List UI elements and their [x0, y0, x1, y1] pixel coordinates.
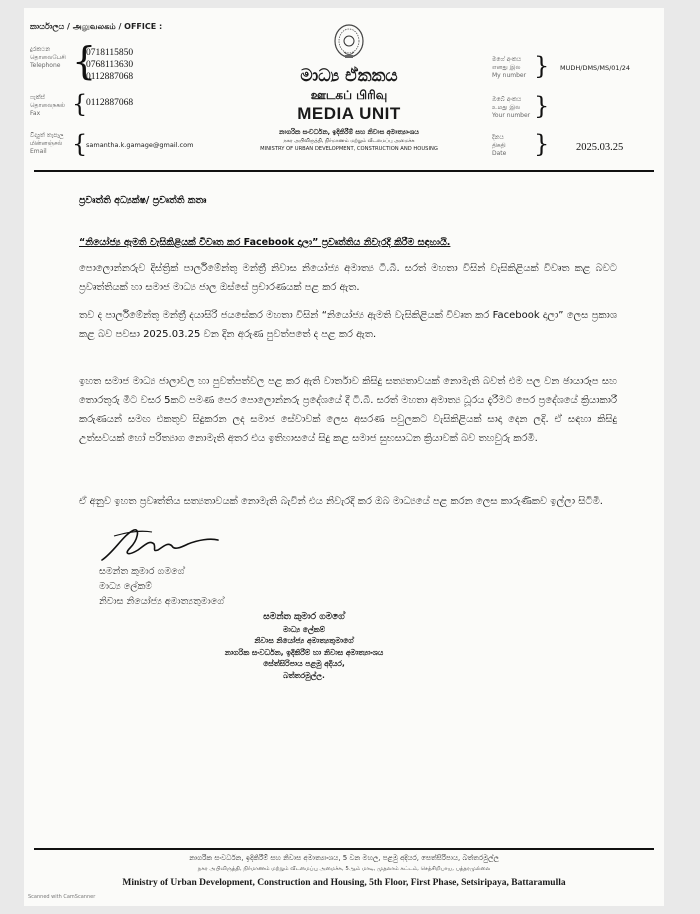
official-stamp: [194, 612, 414, 681]
ministry-name-tamil: நகர அபிவிருத்தி, நிர்மாணம் மற்றும் வீடமைப்பு அமைச்சு: [283, 138, 415, 144]
brace-email: {: [72, 130, 88, 158]
fax-number: 0112887068: [86, 98, 134, 108]
footer-divider-top: [34, 848, 654, 850]
stamp-line-2: මාධ්‍ය ලේකම්: [282, 624, 326, 634]
stamp-line-6: බත්තරමුල්ල.: [283, 670, 325, 680]
unit-title-english: MEDIA UNIT: [297, 104, 401, 123]
office-label: කාර්යාලය / அலுவலகம் / OFFICE :: [30, 22, 163, 31]
footer-line-sinhala: නාගරික සංවර්ධන, ඉදිකිරීම් සහ නිවාස අමාත්‍යාංශය, 5 වන මහල, පළමු අදියර, සෙත්සිරිපාය, බත්තරමුල්ල: [189, 854, 499, 862]
signatory-title: මාධ්‍ය ලේකම්: [99, 581, 152, 592]
email-address: samantha.k.gamage@gmail.com: [86, 141, 194, 149]
email-label: විද්‍යුත් තැපෑල மின்னஞ்சல் Email: [30, 132, 64, 155]
signatory-block: [99, 564, 224, 609]
national-emblem-icon: [332, 22, 366, 62]
paragraph-1: පොලොන්නරුව දිස්ත්‍රික් පාර්ලිමේන්තු මන්ත්‍රී නිවාස නියෝජ්‍ය අමාත්‍ය ටී.බී. සරත් මහතා විසින් වැසිකිළියක් විවෘත කළ බවට ප්‍රවෘත්තියක් හා සමාජ මාධ්‍ය ජාල ඔස්සේ ප්‍රචාරණයක් පළ කර ඇත.: [79, 263, 617, 293]
salutation: ප්‍රවෘත්ති අධ්‍යක්ෂ/ ප්‍රවෘත්ති කතෘ: [79, 195, 207, 206]
brace-date: }: [534, 130, 550, 158]
phone-number-1: 0718115850: [86, 48, 134, 58]
phone-number-3: 0112887068: [86, 72, 134, 82]
fax-label: ෆැක්ස් தொலைநகல் Fax: [30, 94, 66, 117]
ministry-name-english: MINISTRY OF URBAN DEVELOPMENT, CONSTRUCTION AND HOUSING: [260, 146, 438, 152]
stamp-line-1: සමන්ත කුමාර ගමගේ: [263, 612, 345, 622]
unit-title-sinhala: මාධ්‍ය ඒකකය: [300, 66, 398, 86]
footer-address: [34, 854, 654, 888]
footer-line-english: Ministry of Urban Development, Construction and Housing, 5th Floor, First Phase, Setsiripaya, Battaramulla: [122, 878, 566, 888]
letter-subject: “නියෝජ්‍ය ඇමති වැසිකිළියක් විවෘත කර Facebook දාලා” ප්‍රවෘත්තිය නිවැරදි කිරීම සඳහායි.: [79, 237, 451, 248]
handwritten-signature: [94, 522, 224, 566]
brace-my-number: }: [534, 52, 550, 80]
brace-fax: {: [72, 90, 88, 118]
letter-page: [24, 8, 664, 906]
brace-your-number: }: [534, 92, 550, 120]
date-label: දිනය திகதி Date: [492, 134, 507, 157]
header-divider: [34, 170, 654, 172]
my-number-label: මගේ අංකය எனது இல My number: [492, 56, 527, 79]
unit-title-tamil: ஊடகப் பிரிவு: [310, 88, 388, 102]
ministry-name-sinhala: නාගරික සංවර්ධන, ඉදිකිරීම් සහ නිවාස අමාත්‍යාංශය: [279, 128, 419, 136]
your-number-label: ඔබේ අංකය உமது இல Your number: [492, 96, 531, 119]
footer-line-tamil: நகர அபிவிருத்தி, நிர்மாணம் மற்றும் வீடமைப்பு அமைச்சு, 5ஆம் மாடி, முதலாம் கட்டம், செத்சிறிபாய, பத்தரமுல்லை: [197, 866, 491, 872]
stamp-line-3: නිවාස නියෝජ්‍ය අමාත්‍යතුමාගේ: [254, 636, 354, 645]
date-value: 2025.03.25: [576, 142, 624, 153]
signatory-office: නිවාස නියෝජ්‍ය අමාත්‍යතුමාගේ: [99, 596, 225, 607]
stamp-line-5: සේත්සිරිපාය පළමු අදියර,: [263, 659, 345, 668]
paragraph-3: ඉහත සමාජ මාධ්‍ය ජාලාවල හා පුවත්පත්වල පළ කර ඇති වාර්තාව කිසිදු සත්‍යතාවයක් නොමැති බවත් එම පල වන ඡායාරූප සහ තොරතුරු මීට වසර 5කට පමණ පෙර පොලොන්නරු ප්‍රදේශයේ දී ටී.බී. සරත් මහතා අමාත්‍ය ධූරය දැරීමට පෙර ප්‍රදේශයේ ක්‍රියාකාරී කරුණයන් සමඟ එකතුව සිදුකරන ලද සමාජ සේවාවක් ලෙස අසරණ පවුලකට වැසිකිළියක් සාදා දෙන ලදි. ඒ සඳහා කිසිදු උත්සවයක් හෝ පරිත්‍යාග නොමැති අතර එය ඉතිහාසයේ සිදු කළ සමාජ සුභසාධන ක්‍රියාවක් බව තහවුරු කරමි.: [79, 376, 617, 444]
paragraph-4: ඒ අනුව ඉහත ප්‍රවෘත්තිය සත්‍යතාවයක් නොමැති බැවින් එය නිවැරදි කර ඔබ මාධ්‍යයේ පළ කරන ලෙස කාරුණිකව ඉල්ලා සිටිමි.: [79, 496, 603, 507]
scanner-watermark: Scanned with CamScanner: [28, 894, 96, 900]
signatory-name: සමන්ත කුමාර ගමගේ: [99, 566, 185, 577]
my-number-value: MUDH/DMS/MS/01/24: [560, 64, 631, 72]
telephone-label: දුරකථන தொலைபேசி Telephone: [30, 46, 66, 69]
brace-phones: {: [72, 39, 97, 83]
phone-number-2: 0768113630: [86, 60, 134, 70]
paragraph-2: තව ද පාර්ලිමේන්තු මන්ත්‍රී දයාසිරි ජයසේකර මහතා විසින් “නියෝජ්‍ය ඇමති වැසිකිළියක් විවෘත කර Facebook දාලා” ලෙස ප්‍රකාශ කළ බව පවසා 2025.03.25 වන දින අරුණ පුවත්පතේ ද පළ කර ඇත.: [79, 310, 617, 340]
stamp-line-4: නාගරික සංවර්ධන, ඉදිකිරීම් හා නිවාස අමාත්‍යාංශය: [224, 647, 384, 657]
